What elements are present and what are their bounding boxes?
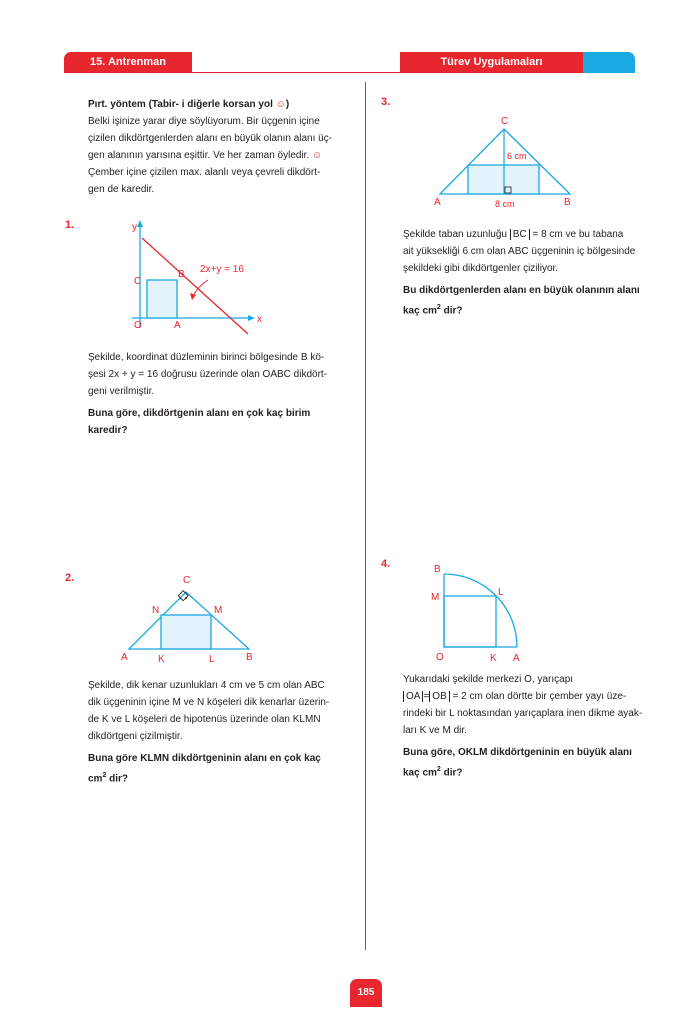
question-prompt: Buna göre, dikdörtgenin alanı en çok kaç birim: [88, 408, 311, 419]
question-prompt: Bu dikdörtgenlerden alanı en büyük olanının alanı: [403, 285, 640, 296]
quarter-arc: [444, 574, 517, 647]
quarter-circle-figure: [425, 560, 535, 670]
text-line: Şekilde, dik kenar uzunlukları 4 cm ve 5 cm olan ABC: [88, 680, 325, 691]
label-a: A: [121, 652, 128, 663]
question-number: 2.: [65, 572, 75, 584]
text-line: ait yüksekliği 6 cm olan ABC üçgeninin iç bölgesinde: [403, 246, 636, 257]
question-text: [403, 226, 665, 319]
section-title-badge: 15. Antrenman: [64, 52, 192, 73]
text-line: dik üçgeninin içine M ve N köşeleri dik kenarlar üzerin-: [88, 697, 330, 708]
chapter-title-badge: Türev Uygulamaları: [400, 52, 583, 73]
question-number: 1.: [65, 219, 75, 231]
column-divider: [365, 82, 366, 950]
label-c: C: [501, 116, 509, 127]
question-number: 4.: [381, 558, 391, 570]
label-b: B: [178, 269, 185, 280]
label-height: 6 cm: [507, 151, 527, 161]
rectangle-klmn: [161, 615, 211, 649]
page-number: 185: [350, 979, 382, 1007]
rectangle-oabc: [147, 280, 177, 318]
question-prompt: karedir?: [88, 425, 128, 436]
right-angle-dot: [185, 597, 187, 599]
label-l: L: [209, 654, 215, 665]
question-prompt: kaç $cm^2$ dir?: [403, 766, 463, 779]
header-rule: [192, 72, 366, 73]
text-line: şekildeki gibi dikdörtgenler çiziliyor.: [403, 263, 559, 274]
text-line: rindeki bir L noktasından yarıçaplara inen dikme ayak-: [403, 708, 643, 719]
text-line: de K ve L köşeleri de hipotenüs üzerinde olan KLMN: [88, 714, 321, 725]
y-axis-arrow: [137, 220, 143, 227]
label-m: M: [214, 605, 223, 616]
intro-title: Pırt. yöntem (Tabir- i diğerle korsan yol ☺): [88, 99, 290, 110]
triangle-figure: [115, 570, 265, 665]
rectangle-oklm: [444, 596, 496, 647]
text-line: OA = OB = 2 cm olan dörtte bir çember yayı üze-: [403, 688, 665, 705]
label-x: x: [257, 314, 262, 325]
question-text: [88, 349, 352, 439]
question-prompt: Buna göre, OKLM dikdörtgeninin en büyük alanı: [403, 747, 632, 758]
text-line: dikdörtgeni çizilmiştir.: [88, 731, 183, 742]
label-line-equation: 2x+y = 16: [200, 264, 244, 275]
question-prompt: kaç $cm^2$ dir?: [403, 304, 463, 317]
label-b: B: [564, 197, 571, 208]
label-c: C: [134, 276, 142, 287]
question-text: [403, 671, 665, 781]
coordinate-figure: [110, 216, 280, 336]
label-o: O: [134, 320, 142, 331]
question-prompt: Buna göre KLMN dikdörtgeninin alanı en çok kaç: [88, 753, 321, 764]
intro-line: çizilen dikdörtgenlerden alanı en büyük olanın alanı üç-: [88, 133, 333, 144]
label-pointer-arrow: [190, 293, 196, 300]
header-accent: [583, 52, 635, 73]
label-a: A: [513, 653, 520, 664]
intro-line: Çember içine çizilen max. alanlı veya çevreli dikdört-: [88, 167, 321, 178]
intro-line: gen de karedir.: [88, 184, 155, 195]
intro-block: [88, 96, 352, 198]
text-line: şesi 2x + y = 16 doğrusu üzerinde olan OABC dikdört-: [88, 369, 328, 380]
label-a: A: [174, 320, 181, 331]
label-k: K: [490, 653, 497, 664]
text-line: geni verilmiştir.: [88, 386, 155, 397]
text-line: ları K ve M dir.: [403, 725, 467, 736]
label-y: y: [132, 222, 137, 233]
x-axis-arrow: [248, 315, 255, 321]
text-line: Yukarıdaki şekilde merkezi O, yarıçapı: [403, 674, 574, 685]
label-a: A: [434, 197, 441, 208]
label-k: K: [158, 654, 165, 665]
header-rule: [366, 72, 400, 73]
label-b: B: [434, 564, 441, 575]
text-line: Şekilde, koordinat düzleminin birinci bölgesinde B kö-: [88, 352, 325, 363]
triangle-figure: [430, 112, 580, 212]
text-line: Şekilde taban uzunluğu BC = 8 cm ve bu tabana: [403, 229, 624, 240]
label-c: C: [183, 575, 191, 586]
intro-line: gen alanının yarısına eşittir. Ve her zaman öyledir. ☺: [88, 150, 323, 161]
label-b: B: [246, 652, 253, 663]
question-text: [88, 677, 352, 787]
label-n: N: [152, 605, 160, 616]
label-m: M: [431, 592, 440, 603]
intro-line: Belki işinize yarar diye söylüyorum. Bir üçgenin içine: [88, 116, 320, 127]
label-base: 8 cm: [495, 199, 515, 209]
label-l: L: [498, 587, 504, 598]
label-o: O: [436, 652, 444, 663]
question-prompt: $cm^2$ dir?: [88, 772, 129, 785]
question-number: 3.: [381, 96, 391, 108]
